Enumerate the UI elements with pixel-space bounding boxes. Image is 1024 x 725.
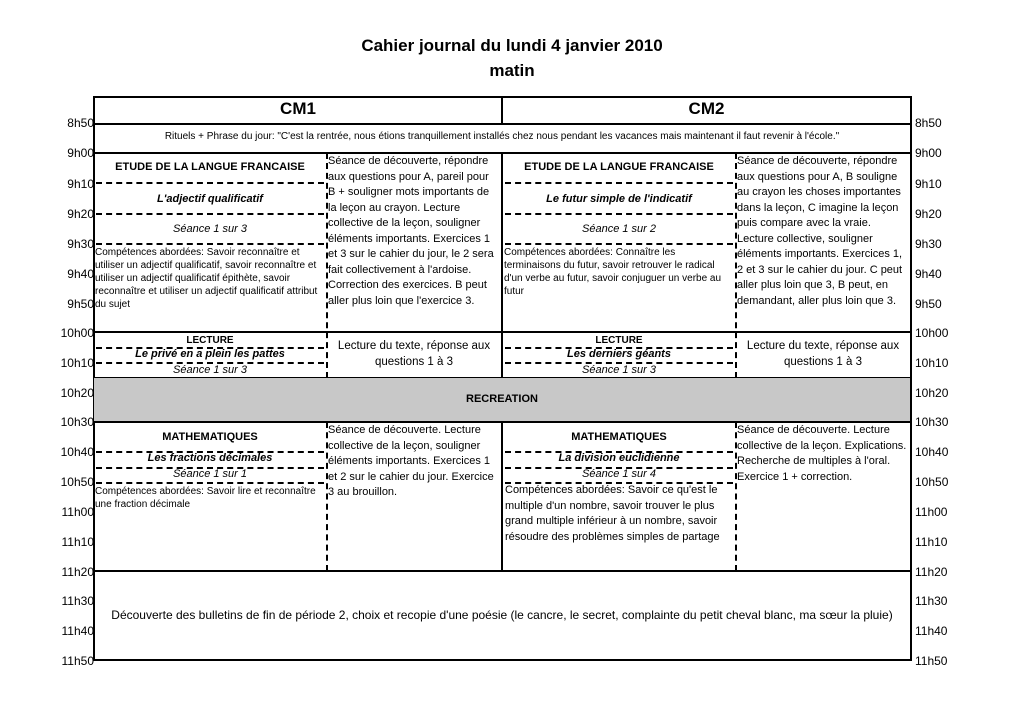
deroulement-text: Lecture du texte, réponse aux questions 1 à 3: [337, 340, 491, 368]
time-label: 11h20: [61, 565, 94, 579]
time-label: 9h00: [915, 146, 942, 160]
time-label: 9h40: [67, 267, 94, 281]
time-label: 11h10: [61, 535, 94, 549]
time-label: 11h00: [915, 505, 948, 519]
time-label: 11h40: [61, 624, 94, 638]
time-label: 10h50: [915, 475, 949, 489]
time-label: 10h20: [915, 386, 949, 400]
column-header-cm2: CM2: [688, 99, 725, 118]
time-label: 9h00: [67, 146, 94, 160]
header-divider: [501, 97, 503, 124]
subject-label: LECTURE: [186, 335, 234, 346]
time-label: 9h40: [915, 267, 942, 281]
time-label: 11h00: [61, 505, 94, 519]
competences-text: Compétences abordées: Savoir lire et reconnaître une fraction décimale: [95, 486, 316, 510]
time-label: 10h50: [60, 475, 94, 489]
dashed-separator: [505, 243, 733, 245]
time-label: 9h30: [915, 237, 942, 251]
deroulement-text: Séance de découverte, répondre aux questions pour A, B souligne au crayon les choses importantes dans la leçon, C imagine la leçon puis compare avec la vraie. Lecture collective, souligner éléments importants. Exercices 1, 2 et 3 sur le cahier du jour. C peut aller plus loin que 3, B peut, en demandant, aller plus loin que 3.: [737, 155, 903, 307]
competences-text: Compétences abordées: Savoir reconnaître et utiliser un adjectif qualificatif, savoir reconnaître et utiliser un adjectif qualificatif épithète, savoir reconnaître et utiliser un adjectif qualificatif attribut du sujet: [95, 247, 318, 310]
time-label: 11h50: [61, 654, 94, 668]
session-label: Séance 1 sur 1: [173, 468, 247, 480]
time-label: 9h50: [915, 297, 942, 311]
deroulement-text: Séance de découverte. Lecture collective de la leçon. Explications. Recherche de multiples à l'oral. Exercice 1 + correction.: [737, 424, 907, 483]
subject-label: ETUDE DE LA LANGUE FRANCAISE: [524, 161, 714, 173]
time-label: 9h10: [915, 177, 942, 191]
subject-label: MATHEMATIQUES: [571, 431, 667, 443]
deroulement-text: Séance de découverte. Lecture collective de la leçon, souligner éléments importants. Exercices 1 et 2 sur le cahier du jour. Exercice 3 au brouillon.: [328, 424, 494, 498]
final-activity-text: Découverte des bulletins de fin de période 2, choix et recopie d'une poésie (le cancre, le secret, complainte du petit cheval blanc, ma sœur la pluie): [111, 608, 893, 622]
subject-label: MATHEMATIQUES: [162, 431, 258, 443]
row-divider: [94, 123, 910, 125]
time-label: 8h50: [67, 116, 94, 130]
dashed-separator: [96, 243, 324, 245]
page-subtitle: matin: [489, 61, 535, 80]
deroulement-text: Séance de découverte, répondre aux questions pour A, pareil pour B + souligner mots importants de la leçon au crayon. Lecture collective de la leçon, souligner éléments importants. Exercices 1 et 3 sur le cahier du jour, le 2 sera fait collectivement à l'ardoise. Correction des exercices. B peut aller plus loin que l'exercice 3.: [328, 155, 494, 307]
session-label: Séance 1 sur 3: [582, 364, 656, 376]
time-label: 11h20: [915, 565, 948, 579]
time-label: 11h50: [915, 654, 948, 668]
dashed-separator: [96, 213, 324, 215]
subject-label: ETUDE DE LA LANGUE FRANCAISE: [115, 161, 305, 173]
topic-label: Le privé en a plein les pattes: [135, 348, 285, 360]
dashed-separator: [505, 182, 733, 184]
topic-label: L'adjectif qualificatif: [157, 193, 263, 205]
time-label: 11h30: [61, 594, 94, 608]
rituels-text: Rituels + Phrase du jour: "C'est la rentrée, nous étions tranquillement installés chez nous pendant les vacances mais maintenant il faut revenir à l'école.": [164, 131, 840, 142]
dashed-separator: [96, 182, 324, 184]
dashed-separator: [505, 213, 733, 215]
time-label: 10h10: [60, 356, 94, 370]
row-divider: [94, 331, 910, 333]
time-label: 10h00: [60, 326, 94, 340]
topic-label: Les derniers géants: [567, 348, 671, 360]
competences-text: Compétences abordées: Savoir ce qu'est le multiple d'un nombre, savoir trouver le plus grand multiple inférieur à un nombre, savoir résoudre des problèmes simples de partage: [505, 484, 720, 543]
time-label: 9h50: [67, 297, 94, 311]
topic-label: Le futur simple de l'indicatif: [546, 193, 692, 205]
time-label: 11h10: [915, 535, 948, 549]
page-title: Cahier journal du lundi 4 janvier 2010: [361, 36, 663, 55]
time-label: 11h30: [915, 594, 948, 608]
time-label: 10h30: [60, 415, 94, 429]
session-label: Séance 1 sur 2: [582, 223, 656, 235]
time-label: 10h00: [915, 326, 949, 340]
time-label: 9h10: [67, 177, 94, 191]
topic-label: La division euclidienne: [558, 452, 680, 464]
deroulement-text: Lecture du texte, réponse aux questions 1 à 3: [746, 340, 900, 368]
dashed-separator: [96, 482, 324, 484]
time-label: 10h40: [915, 445, 949, 459]
time-label: 10h40: [60, 445, 94, 459]
time-label: 9h20: [67, 207, 94, 221]
subject-label: LECTURE: [595, 335, 643, 346]
time-label: 10h30: [915, 415, 949, 429]
topic-label: Les fractions décimales: [147, 452, 273, 464]
session-label: Séance 1 sur 4: [582, 468, 656, 480]
time-label: 9h30: [67, 237, 94, 251]
session-label: Séance 1 sur 3: [173, 364, 247, 376]
time-label: 9h20: [915, 207, 942, 221]
column-header-cm1: CM1: [280, 99, 316, 118]
time-label: 10h20: [60, 386, 94, 400]
time-label: 10h10: [915, 356, 949, 370]
session-label: Séance 1 sur 3: [173, 223, 247, 235]
competences-text: Compétences abordées: Connaître les terminaisons du futur, savoir retrouver le radical d'un verbe au futur, savoir conjuguer un verbe au futur: [504, 247, 722, 297]
row-divider: [94, 570, 910, 572]
time-label: 11h40: [915, 624, 948, 638]
recreation-label: RECREATION: [466, 393, 538, 405]
time-label: 8h50: [915, 116, 942, 130]
